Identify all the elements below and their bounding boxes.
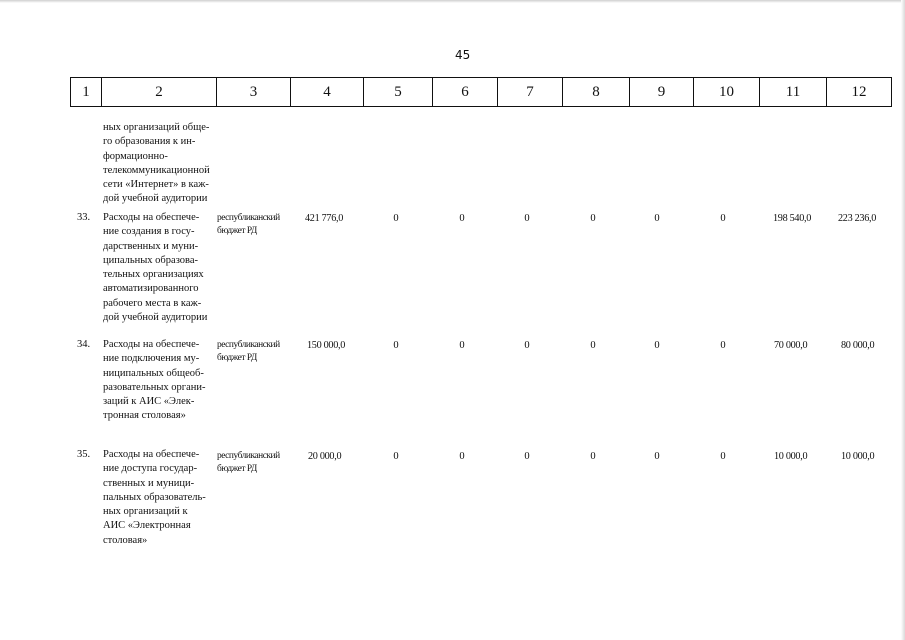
column-number: 6 — [433, 78, 498, 107]
continued-description: ных организаций обще- го образования к ин- формационно- телекоммуникационной сети «Интернет» в каж- дой учебной аудитории — [103, 122, 210, 205]
column-number: 11 — [760, 78, 827, 107]
year-value: 70 000,0 — [774, 340, 808, 351]
year-value: 0 — [654, 340, 660, 351]
row-description: Расходы на обеспече- ние доступа государ- ственных и муници- пальных образователь- ных организаций к АИС «Электронная столовая» — [103, 449, 206, 546]
year-value: 0 — [590, 451, 596, 462]
column-number: 9 — [630, 78, 694, 107]
row-description: Расходы на обеспече- ние создания в госу- дарственных и муни- ципальных образова- тельных организациях автоматизированного рабочего места в каж- дой учебной аудитории — [103, 212, 208, 324]
page-number: 45 — [455, 48, 471, 62]
year-value: 0 — [654, 213, 660, 224]
scan-edge-right — [901, 0, 905, 640]
row-number: 33. — [77, 212, 91, 223]
year-value: 198 540,0 — [773, 213, 812, 224]
funding-source: республиканский бюджет РД — [217, 213, 280, 236]
column-number: 10 — [694, 78, 760, 107]
total-amount: 20 000,0 — [308, 451, 342, 462]
year-value: 0 — [393, 213, 399, 224]
funding-source: республиканский бюджет РД — [217, 340, 280, 363]
funding-source: республиканский бюджет РД — [217, 451, 280, 474]
year-value: 0 — [459, 340, 465, 351]
year-value: 0 — [524, 451, 530, 462]
year-value: 0 — [393, 451, 399, 462]
column-number: 3 — [217, 78, 291, 107]
year-value: 223 236,0 — [838, 213, 877, 224]
column-number: 12 — [827, 78, 892, 107]
year-value: 0 — [590, 340, 596, 351]
year-value: 80 000,0 — [841, 340, 875, 351]
year-value: 0 — [393, 340, 399, 351]
row-description: Расходы на обеспече- ние подключения му- ниципальных общеоб- разовательных органи- заций к АИС «Элек- тронная столовая» — [103, 339, 206, 422]
year-value: 0 — [459, 451, 465, 462]
scan-edge-top — [0, 0, 905, 3]
column-number-header — [70, 77, 892, 107]
year-value: 0 — [524, 340, 530, 351]
column-number: 5 — [364, 78, 433, 107]
year-value: 0 — [720, 340, 726, 351]
year-value: 0 — [654, 451, 660, 462]
year-value: 0 — [590, 213, 596, 224]
year-value: 0 — [524, 213, 530, 224]
year-value: 10 000,0 — [774, 451, 808, 462]
year-value: 0 — [459, 213, 465, 224]
total-amount: 150 000,0 — [307, 340, 346, 351]
year-value: 0 — [720, 451, 726, 462]
year-value: 0 — [720, 213, 726, 224]
column-number: 7 — [498, 78, 563, 107]
column-number: 2 — [102, 78, 217, 107]
year-value: 10 000,0 — [841, 451, 875, 462]
column-number: 1 — [71, 78, 102, 107]
column-number: 4 — [291, 78, 364, 107]
row-number: 34. — [77, 339, 91, 350]
column-number: 8 — [563, 78, 630, 107]
total-amount: 421 776,0 — [305, 213, 344, 224]
row-number: 35. — [77, 449, 91, 460]
